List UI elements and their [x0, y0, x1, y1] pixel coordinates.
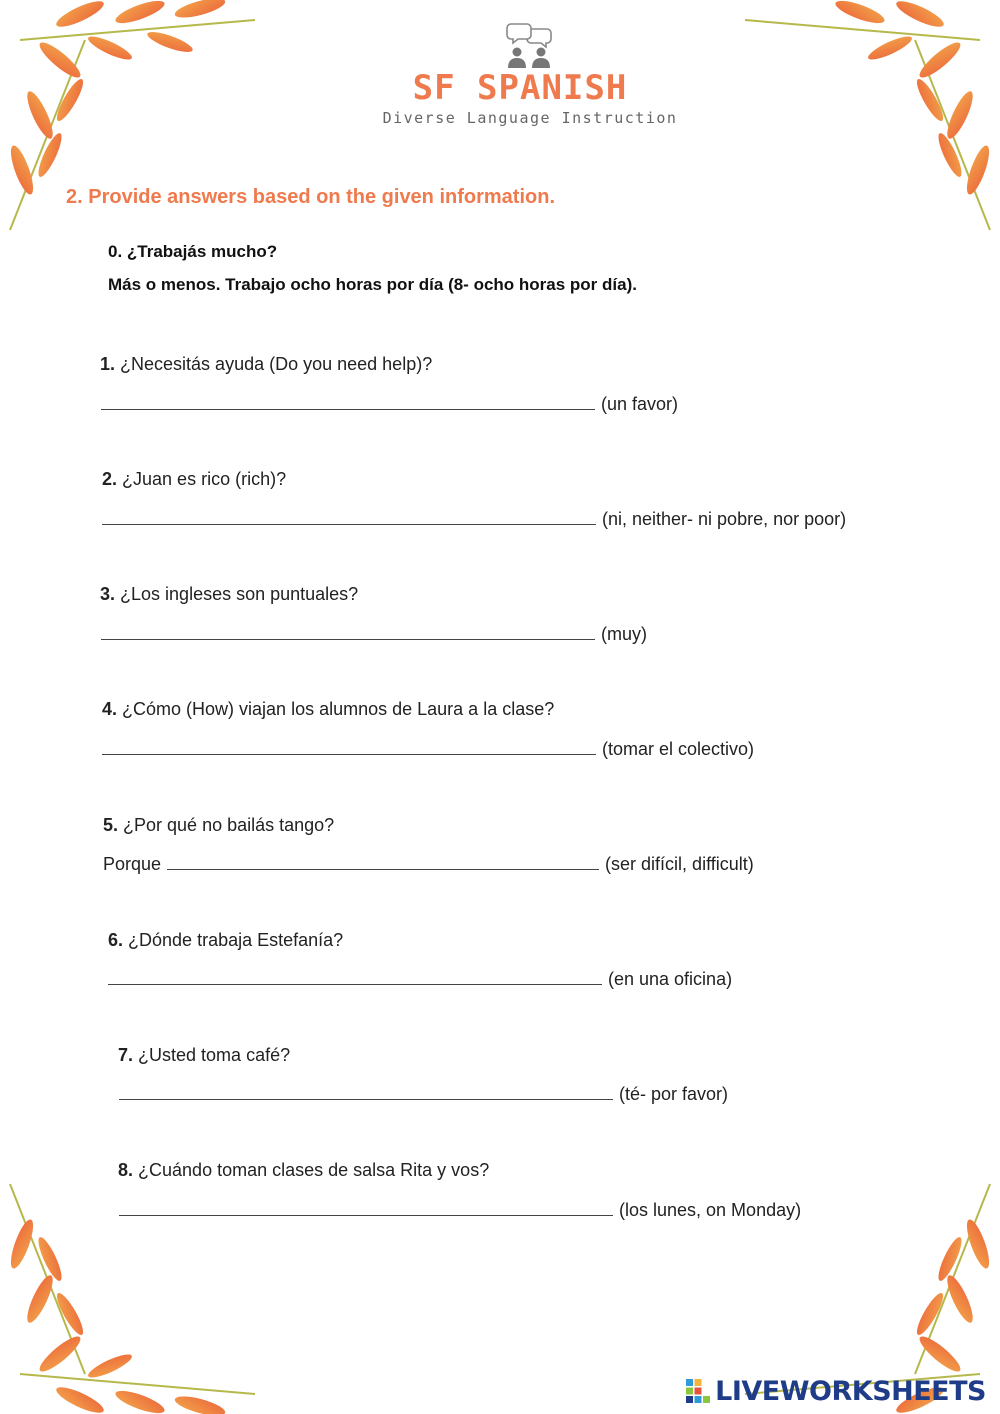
question-number: 3. [100, 584, 116, 604]
corner-branch-decoration-top-right [740, 0, 1000, 240]
question-text: ¿Cómo (How) viajan los alumnos de Laura a la clase? [122, 699, 555, 719]
answer-prefix: Porque [103, 854, 162, 874]
question-text: ¿Juan es rico (rich)? [122, 469, 287, 489]
answer-blank-1[interactable] [101, 391, 595, 410]
brand-tagline: Diverse Language Instruction [382, 109, 678, 127]
answer-row-5 [103, 851, 754, 875]
answer-hint: (los lunes, on Monday) [619, 1200, 802, 1220]
answer-blank-2[interactable] [102, 506, 596, 525]
question-number: 1. [100, 354, 116, 374]
answer-blank-7[interactable] [119, 1081, 613, 1100]
question-8 [118, 1160, 489, 1181]
answer-blank-8[interactable] [119, 1197, 613, 1216]
answer-row-8 [119, 1197, 801, 1221]
question-1 [100, 354, 432, 375]
answer-hint: (té- por favor) [619, 1084, 729, 1104]
brand-logo [380, 20, 680, 128]
answer-row-6 [108, 966, 732, 990]
question-number: 5. [103, 815, 119, 835]
answer-blank-3[interactable] [101, 621, 595, 640]
answer-row-1 [101, 391, 678, 415]
question-4 [102, 699, 554, 720]
question-text: ¿Los ingleses son puntuales? [120, 584, 359, 604]
question-5 [103, 815, 334, 836]
question-number: 2. [102, 469, 118, 489]
answer-hint: (tomar el colectivo) [602, 739, 755, 759]
question-text: ¿Necesitás ayuda (Do you need help)? [120, 354, 433, 374]
example-answer: Más o menos. Trabajo ocho horas por día (8- ocho horas por día). [108, 275, 637, 294]
liveworksheets-text: LIVEWORKSHEETS [715, 1375, 986, 1407]
answer-blank-4[interactable] [102, 736, 596, 755]
answer-hint: (ni, neither- ni pobre, nor poor) [602, 509, 847, 529]
question-7 [118, 1045, 290, 1066]
answer-blank-5[interactable] [167, 851, 599, 870]
answer-hint: (un favor) [601, 394, 679, 414]
answer-hint: (muy) [601, 624, 647, 644]
answer-hint: (ser difícil, difficult) [605, 854, 754, 874]
answer-row-7 [119, 1081, 728, 1105]
answer-blank-6[interactable] [108, 966, 602, 985]
question-2 [102, 469, 286, 490]
question-number: 6. [108, 930, 124, 950]
liveworksheets-grid-icon [685, 1378, 711, 1404]
liveworksheets-logo[interactable] [685, 1374, 986, 1408]
section-title: 2. Provide answers based on the given information. [66, 186, 556, 208]
brand-name: SF SPANISH [412, 68, 628, 108]
question-number: 8. [118, 1160, 134, 1180]
answer-row-2 [102, 506, 846, 530]
answer-hint: (en una oficina) [608, 969, 733, 989]
question-text: ¿Usted toma café? [138, 1045, 291, 1065]
chat-people-icon [495, 20, 565, 70]
question-number: 7. [118, 1045, 134, 1065]
question-3 [100, 584, 358, 605]
question-text: ¿Dónde trabaja Estefanía? [128, 930, 344, 950]
question-6 [108, 930, 343, 951]
question-text: ¿Cuándo toman clases de salsa Rita y vos? [138, 1160, 490, 1180]
example-question: 0. ¿Trabajás mucho? [108, 242, 278, 261]
question-number: 4. [102, 699, 118, 719]
answer-row-3 [101, 621, 647, 645]
question-text: ¿Por qué no bailás tango? [123, 815, 335, 835]
answer-row-4 [102, 736, 754, 760]
